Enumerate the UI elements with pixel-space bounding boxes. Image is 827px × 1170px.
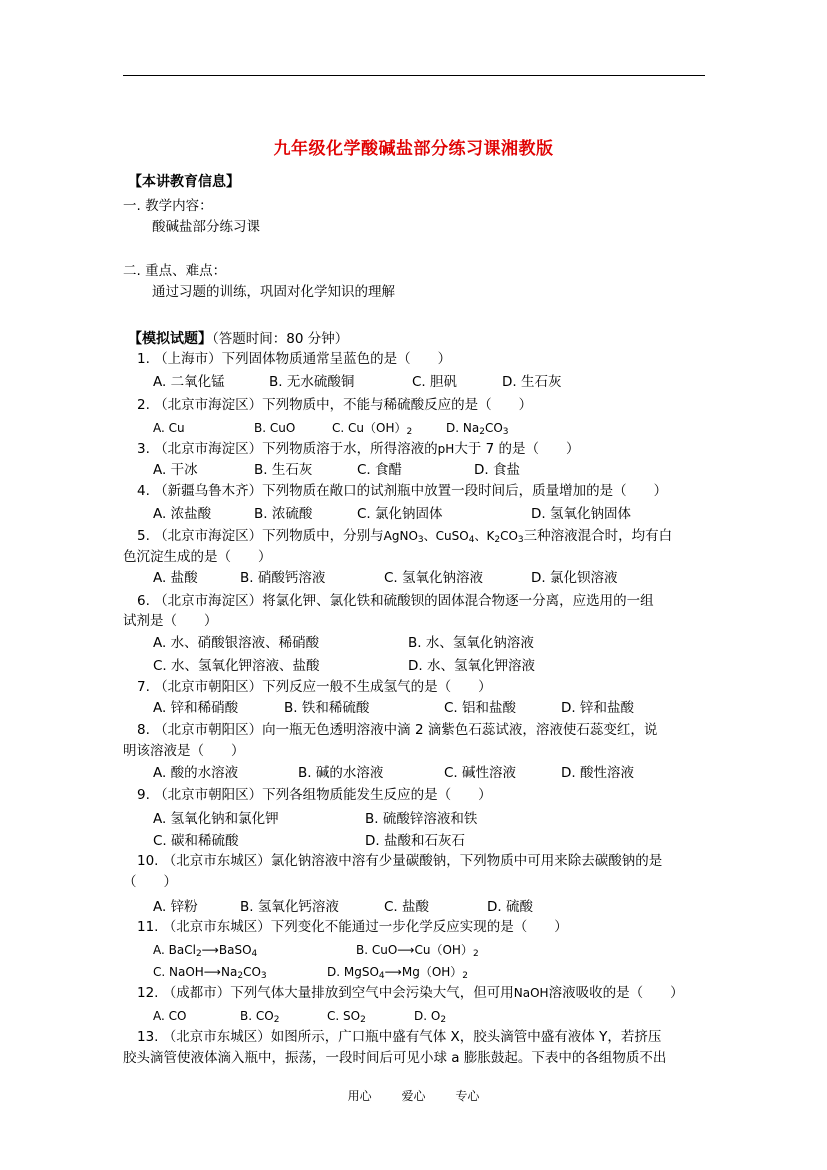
question-13-stem-cont: 胶头滴管使液体滴入瓶中，振荡，一段时间后可见小球 a 膨胀鼓起。下表中的各组物质不出	[123, 1050, 667, 1066]
q11-option-c: C. $NaOH⟶Na_2CO_3$	[153, 965, 267, 981]
q10-option-c: C. 盐酸	[384, 899, 430, 915]
q5-option-b: B. 硝酸钙溶液	[240, 570, 326, 586]
q2-option-c: C. $Cu(OH)_2$	[332, 421, 413, 437]
q10-option-b: B. 氢氧化钙溶液	[240, 899, 339, 915]
q11-option-b: B. $CuO⟶Cu(OH)_2$	[356, 943, 479, 959]
q2-option-a: A. Cu	[153, 421, 185, 435]
q4-option-b: B. 浓硫酸	[254, 506, 313, 522]
q7-option-b: B. 铁和稀硫酸	[284, 700, 370, 716]
item1-heading: 一. 教学内容：	[123, 198, 213, 214]
q12-option-d: D. $O_2$	[414, 1009, 447, 1025]
q3-option-a: A. 干冰	[153, 462, 198, 478]
q11-option-d: D. $MgSO_4⟶Mg(OH)_2$	[327, 965, 469, 981]
q6-option-a: A. 水、硝酸银溶液、稀硝酸	[153, 635, 320, 651]
question-3-stem: 3. （北京市海淀区）下列物质溶于水，所得溶液的pH大于 7 的是（ ）	[137, 441, 580, 457]
question-7-stem: 7. （北京市朝阳区）下列反应一般不生成氢气的是（ ）	[137, 679, 492, 695]
q4-option-c: C. 氯化钠固体	[357, 506, 443, 522]
header-rule	[123, 75, 705, 76]
page-footer	[0, 1087, 827, 1104]
q12-option-a: A. CO	[153, 1009, 187, 1023]
section-test-heading	[128, 330, 348, 348]
q3-option-c: C. 食醋	[357, 462, 403, 478]
question-8-stem-cont: 明该溶液是（ ）	[123, 743, 245, 759]
q6-option-d: D. 水、氢氧化钾溶液	[408, 658, 535, 674]
q1-option-a: A. 二氧化锰	[153, 374, 225, 390]
q6-option-c: C. 水、氢氧化钾溶液、盐酸	[153, 658, 320, 674]
q9-option-d: D. 盐酸和石灰石	[365, 833, 465, 849]
q5-option-c: C. 氢氧化钠溶液	[384, 570, 484, 586]
q3-option-b: B. 生石灰	[254, 462, 313, 478]
question-10-stem: 10. （北京市东城区）氯化钠溶液中溶有少量碳酸钠，下列物质中可用来除去碳酸钠的是	[137, 853, 663, 869]
q1-option-d: D. 生石灰	[502, 374, 562, 390]
q4-option-a: A. 浓盐酸	[153, 506, 212, 522]
footer-word-3: 专心	[455, 1089, 480, 1103]
question-8-stem: 8. （北京市朝阳区）向一瓶无色透明溶液中滴 2 滴紫色石蕊试液，溶液使石蕊变红，说	[137, 722, 658, 738]
question-13-stem: 13. （北京市东城区）如图所示，广口瓶中盛有气体 X，胶头滴管中盛有液体 Y，若挤压	[137, 1029, 662, 1045]
q8-option-a: A. 酸的水溶液	[153, 765, 239, 781]
q1-option-c: C. 胆矾	[412, 374, 458, 390]
q7-option-c: C. 铝和盐酸	[444, 700, 517, 716]
question-6-stem-cont: 试剂是（ ）	[123, 613, 218, 629]
page-title: 九年级化学酸碱盐部分练习课湘教版	[273, 139, 554, 159]
question-5-stem: 5. （北京市海淀区）下列物质中，分别与AgNO$_3$、CuSO$_4$、$K_2CO_3$三种溶液混合时，均有白	[137, 528, 673, 545]
item2-heading: 二. 重点、难点：	[123, 263, 227, 279]
question-11-stem: 11. （北京市东城区）下列变化不能通过一步化学反应实现的是（ ）	[137, 919, 568, 935]
q2-option-b: B. CuO	[254, 421, 296, 435]
section-test-time: （答题时间：80 分钟）	[212, 331, 349, 347]
q5-option-a: A. 盐酸	[153, 570, 198, 586]
q12-option-b: B. $CO_2$	[240, 1009, 280, 1025]
q3-option-d: D. 食盐	[474, 462, 520, 478]
question-6-stem: 6. （北京市海淀区）将氯化钾、氯化铁和硫酸钡的固体混合物逐一分离，应选用的一组	[137, 593, 654, 609]
q6-option-b: B. 水、氢氧化钠溶液	[408, 635, 534, 651]
item2-body: 通过习题的训练，巩固对化学知识的理解	[152, 284, 395, 300]
q9-option-c: C. 碳和稀硫酸	[153, 833, 239, 849]
q11-option-a: A. BaCl$_2$⟶BaSO$_4$	[153, 943, 258, 959]
q2-option-d: D. $Na_2CO_3$	[446, 421, 509, 437]
section-test-bold: 【模拟试题】	[128, 331, 212, 347]
q8-option-d: D. 酸性溶液	[561, 765, 634, 781]
q7-option-a: A. 锌和稀硝酸	[153, 700, 239, 716]
footer-word-1: 用心	[347, 1089, 372, 1103]
question-12-stem: 12. （成都市）下列气体大量排放到空气中会污染大气，但可用NaOH溶液吸收的是（ ）	[137, 985, 684, 1001]
q10-option-a: A. 锌粉	[153, 899, 198, 915]
q4-option-d: D. 氢氧化钠固体	[531, 506, 631, 522]
question-9-stem: 9. （北京市朝阳区）下列各组物质能发生反应的是（ ）	[137, 787, 492, 803]
question-10-stem-cont: （ ）	[123, 874, 177, 890]
q5-option-d: D. 氯化钡溶液	[531, 570, 618, 586]
q9-option-a: A. 氢氧化钠和氯化钾	[153, 811, 279, 827]
item1-body: 酸碱盐部分练习课	[152, 219, 260, 235]
question-5-stem-cont: 色沉淀生成的是（ ）	[123, 549, 272, 565]
footer-word-2: 爱心	[401, 1089, 426, 1103]
q10-option-d: D. 硫酸	[487, 899, 533, 915]
question-1-stem: 1. （上海市）下列固体物质通常呈蓝色的是（ ）	[137, 351, 452, 367]
q1-option-b: B. 无水硫酸铜	[269, 374, 355, 390]
section-info-heading: 【本讲教育信息】	[128, 174, 240, 190]
q8-option-c: C. 碱性溶液	[444, 765, 517, 781]
question-4-stem: 4. （新疆乌鲁木齐）下列物质在敞口的试剂瓶中放置一段时间后，质量增加的是（ ）	[137, 483, 668, 499]
q7-option-d: D. 锌和盐酸	[561, 700, 634, 716]
q9-option-b: B. 硫酸锌溶液和铁	[365, 811, 478, 827]
question-2-stem: 2. （北京市海淀区）下列物质中，不能与稀硫酸反应的是（ ）	[137, 397, 533, 413]
q8-option-b: B. 碱的水溶液	[298, 765, 384, 781]
q12-option-c: C. $SO_2$	[327, 1009, 366, 1025]
